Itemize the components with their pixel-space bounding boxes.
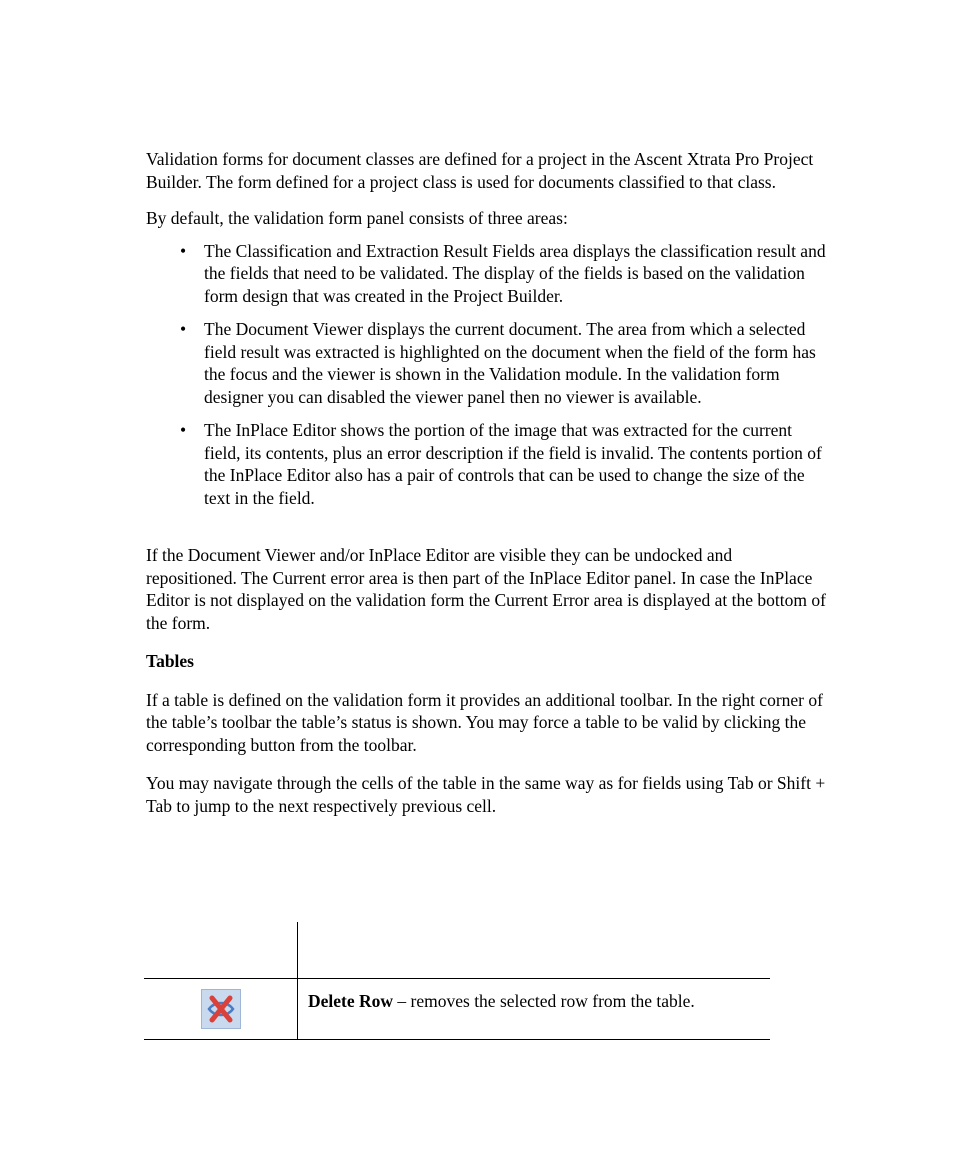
- delete-row-term: Delete Row: [308, 991, 394, 1011]
- tables-paragraph: If a table is defined on the validation form it provides an additional toolbar. In the right corner of the table’s toolbar the table’s status is shown. You may force a table to be valid by clicking the corresponding button from the toolbar.: [146, 689, 823, 755]
- delete-row-icon: [201, 989, 241, 1029]
- intro-paragraph: Validation forms for document classes are defined for a project in the Ascent Xtrata Pro Project Builder. The form defined for a project class is used for documents classified to that class.: [146, 149, 814, 192]
- bullet-icon: •: [180, 240, 187, 261]
- list-item: [180, 419, 826, 509]
- table-column-divider: [297, 922, 298, 1040]
- areas-list: [146, 240, 826, 510]
- delete-row-description: [308, 990, 758, 1013]
- tables-heading: Tables: [146, 651, 194, 671]
- bullet-icon: •: [180, 420, 187, 440]
- list-item-text: The Document Viewer displays the current document. The area from which a selected field result was extracted is highlighted on the document when the field of the form has the focus and the viewer is shown in the Validation module. In the validation form designer you can disabled the viewer panel then no viewer is available.: [204, 319, 816, 407]
- list-item-text: The InPlace Editor shows the portion of the image that was extracted for the current field, its contents, plus an error description if the field is invalid. The contents portion of the InPlace Editor also has a pair of controls that can be used to change the size of the text in the field.: [204, 420, 822, 508]
- table-bottom-border: [144, 1039, 770, 1040]
- delete-row-text: – removes the selected row from the table.: [393, 991, 695, 1011]
- undock-paragraph: If the Document Viewer and/or InPlace Editor are visible they can be undocked and repositioned. The Current error area is then part of the InPlace Editor panel. In case the InPlace Editor is not displayed on the validation form the Current Error area is displayed at the bottom of the form.: [146, 545, 826, 633]
- list-item: [180, 240, 826, 308]
- bullet-icon: •: [180, 319, 187, 339]
- toolbar-buttons-table: [144, 922, 770, 1040]
- list-item: [180, 318, 826, 408]
- navigate-paragraph: You may navigate through the cells of the table in the same way as for fields using Tab or Shift + Tab to jump to the next respectively previous cell.: [146, 773, 826, 816]
- table-header-divider: [144, 978, 770, 979]
- document-body: [146, 148, 826, 817]
- list-item-text: The Classification and Extraction Result Fields area displays the classification result and the fields that need to be validated. The display of the fields is based on the validation form design that was created in the Project Builder.: [204, 240, 826, 306]
- default-areas-paragraph: By default, the validation form panel consists of three areas:: [146, 208, 568, 228]
